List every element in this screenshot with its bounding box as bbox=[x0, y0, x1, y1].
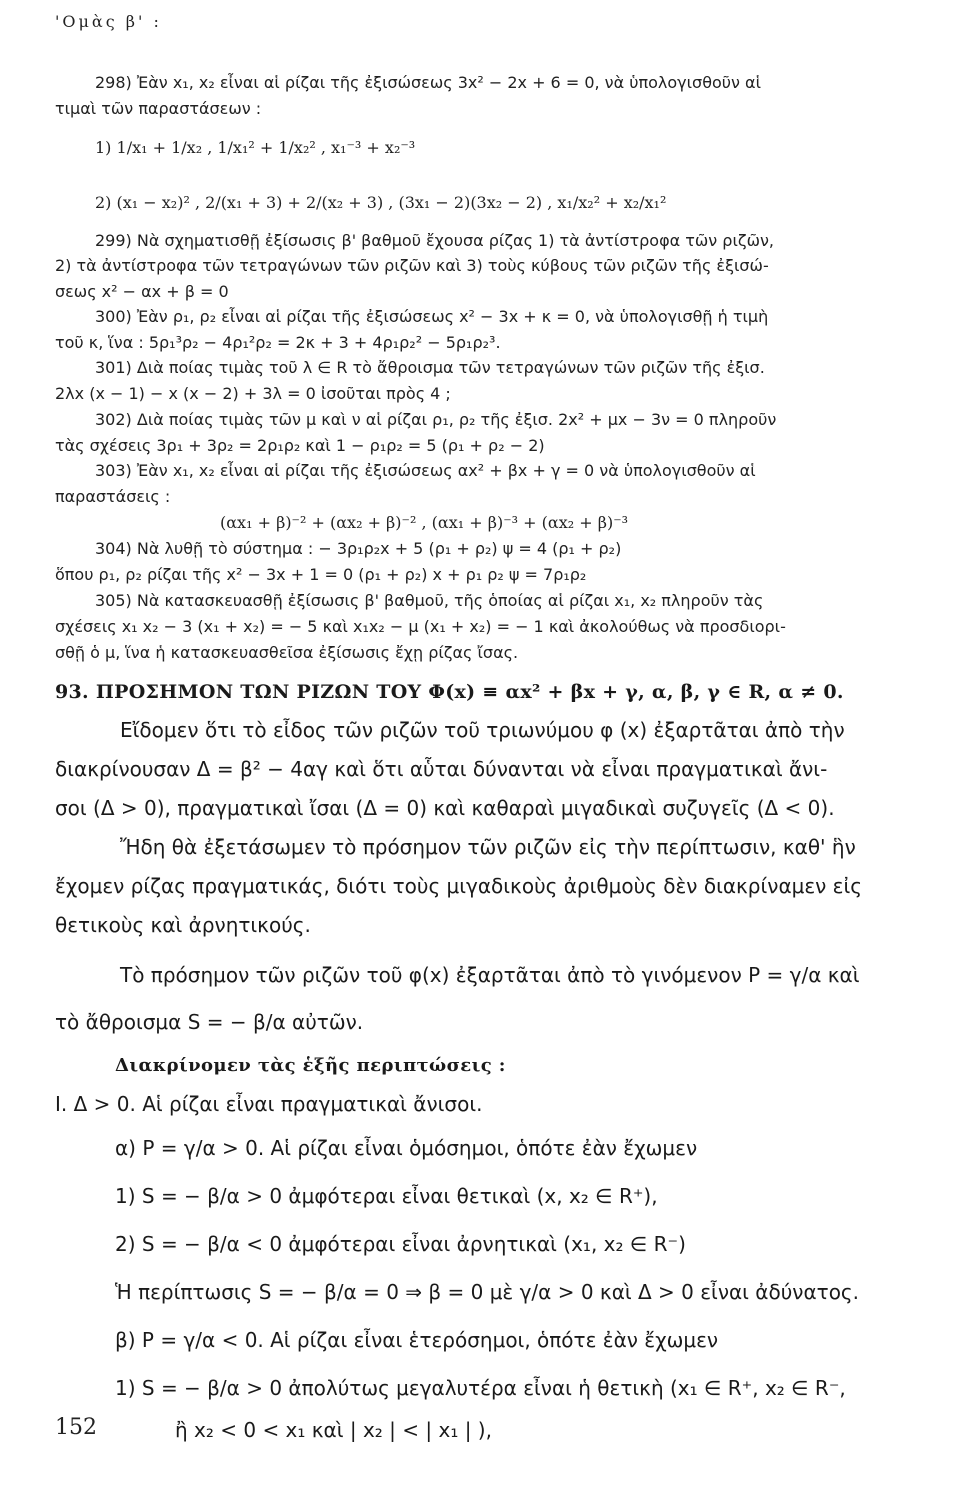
cases-subtitle: Διακρίνομεν τὰς ἑξῆς περιπτώσεις : bbox=[115, 1055, 506, 1076]
exercise-298-part-1: 1) 1/x₁ + 1/x₂ , 1/x₁² + 1/x₂² , x₁⁻³ + x₂⁻³ bbox=[95, 138, 416, 157]
case-1b-1: 1) S = − β/α > 0 ἀπολύτως μεγαλυτέρα εἶναι ἡ θετικὴ (x₁ ∈ R⁺, x₂ ∈ R⁻, bbox=[115, 1376, 846, 1400]
exercise-305-line-1: 305) Νὰ κατασκευασθῇ ἐξίσωσις β' βαθμοῦ, τῆς ὁποίας αἱ ρίζαι x₁, x₂ πληροῦν τὰς bbox=[95, 591, 764, 610]
group-title: 'Ομὰς β' : bbox=[55, 12, 162, 31]
paragraph-2-line-2: τὸ ἄθροισμα S = − β/α αὐτῶν. bbox=[55, 1010, 364, 1034]
case-1b-1-cont: ἢ x₂ < 0 < x₁ καὶ | x₂ | < | x₁ | ), bbox=[175, 1418, 492, 1442]
case-1a-note: Ἡ περίπτωσις S = − β/α = 0 ⇒ β = 0 μὲ γ/α > 0 καὶ Δ > 0 εἶναι ἀδύνατος. bbox=[115, 1280, 860, 1304]
paragraph-1-line-4: Ἤδη θὰ ἐξετάσωμεν τὸ πρόσημον τῶν ριζῶν εἰς τὴν περίπτωσιν, καθ' ἣν bbox=[120, 835, 856, 859]
exercise-303-line-1: 303) Ἐὰν x₁, x₂ εἶναι αἱ ρίζαι τῆς ἐξισώσεως αx² + βx + γ = 0 νὰ ὑπολογισθοῦν αἱ bbox=[95, 461, 756, 480]
exercise-299-line-2: 2) τὰ ἀντίστροφα τῶν τετραγώνων τῶν ριζῶν καὶ 3) τοὺς κύβους τῶν ριζῶν τῆς ἐξισώ- bbox=[55, 256, 769, 275]
case-1-title: I. Δ > 0. Αἱ ρίζαι εἶναι πραγματικαὶ ἄνισοι. bbox=[55, 1092, 483, 1116]
paragraph-2-line-1: Τὸ πρόσημον τῶν ριζῶν τοῦ φ(x) ἐξαρτᾶται ἀπὸ τὸ γινόμενον P = γ/α καὶ bbox=[120, 963, 860, 987]
paragraph-1-line-3: σοι (Δ > 0), πραγματικαὶ ἴσαι (Δ = 0) καὶ καθαραὶ μιγαδικαὶ συζυγεῖς (Δ < 0). bbox=[55, 796, 835, 820]
paragraph-1-line-2: διακρίνουσαν Δ = β² − 4αγ καὶ ὅτι αὗται δύνανται νὰ εἶναι πραγματικαὶ ἄνι- bbox=[55, 757, 828, 781]
exercise-300-line-1: 300) Ἐὰν ρ₁, ρ₂ εἶναι αἱ ρίζαι τῆς ἐξισώσεως x² − 3x + κ = 0, νὰ ὑπολογισθῇ ἡ τιμὴ bbox=[95, 307, 769, 326]
exercise-305-line-3: σθῇ ὁ μ, ἵνα ἡ κατασκευασθεῖσα ἐξίσωσις ἔχῃ ρίζας ἴσας. bbox=[55, 643, 519, 662]
exercise-301-line-2: 2λx (x − 1) − x (x − 2) + 3λ = 0 ἰσοῦται πρὸς 4 ; bbox=[55, 384, 451, 403]
exercise-302-line-2: τὰς σχέσεις 3ρ₁ + 3ρ₂ = 2ρ₁ρ₂ καὶ 1 − ρ₁ρ₂ = 5 (ρ₁ + ρ₂ − 2) bbox=[55, 436, 545, 455]
case-1a-2: 2) S = − β/α < 0 ἀμφότεραι εἶναι ἀρνητικαὶ (x₁, x₂ ∈ R⁻) bbox=[115, 1232, 686, 1256]
exercise-301-line-1: 301) Διὰ ποίας τιμὰς τοῦ λ ∈ R τὸ ἄθροισμα τῶν τετραγώνων τῶν ριζῶν τῆς ἐξισ. bbox=[95, 358, 765, 377]
exercise-298-line-2: τιμαὶ τῶν παραστάσεων : bbox=[55, 99, 262, 118]
exercise-304-line-2: ὅπου ρ₁, ρ₂ ρίζαι τῆς x² − 3x + 1 = 0 (ρ₁ + ρ₂) x + ρ₁ ρ₂ ψ = 7ρ₁ρ₂ bbox=[55, 565, 587, 584]
exercise-299-line-1: 299) Νὰ σχηματισθῇ ἐξίσωσις β' βαθμοῦ ἔχουσα ρίζας 1) τὰ ἀντίστροφα τῶν ριζῶν, bbox=[95, 231, 774, 250]
exercise-298-part-2: 2) (x₁ − x₂)² , 2/(x₁ + 3) + 2/(x₂ + 3) , (3x₁ − 2)(3x₂ − 2) , x₁/x₂² + x₂/x₁² bbox=[95, 193, 667, 212]
exercise-304-line-1: 304) Νὰ λυθῇ τὸ σύστημα : − 3ρ₁ρ₂x + 5 (ρ₁ + ρ₂) ψ = 4 (ρ₁ + ρ₂) bbox=[95, 539, 622, 558]
exercise-300-line-2: τοῦ κ, ἵνα : 5ρ₁³ρ₂ − 4ρ₁²ρ₂ = 2κ + 3 + 4ρ₁ρ₂² − 5ρ₁ρ₂³. bbox=[55, 333, 501, 352]
exercise-305-line-2: σχέσεις x₁ x₂ − 3 (x₁ + x₂) = − 5 καὶ x₁x₂ − μ (x₁ + x₂) = − 1 καὶ ἀκολούθως νὰ προσδιορι- bbox=[55, 617, 786, 636]
paragraph-1-line-1: Εἴδομεν ὅτι τὸ εἶδος τῶν ριζῶν τοῦ τριωνύμου φ (x) ἐξαρτᾶται ἀπὸ τὴν bbox=[120, 718, 845, 742]
exercise-298-line-1: 298) Ἐὰν x₁, x₂ εἶναι αἱ ρίζαι τῆς ἐξισώσεως 3x² − 2x + 6 = 0, νὰ ὑπολογισθοῦν αἱ bbox=[95, 73, 762, 92]
section-heading: 93. ΠΡΟΣΗΜΟΝ ΤΩΝ ΡΙΖΩΝ ΤΟΥ Φ(x) ≡ αx² + βx + γ, α, β, γ ∈ R, α ≠ 0. bbox=[55, 681, 844, 703]
case-1a-1: 1) S = − β/α > 0 ἀμφότεραι εἶναι θετικαὶ (x, x₂ ∈ R⁺), bbox=[115, 1184, 658, 1208]
exercise-299-line-3: σεως x² − αx + β = 0 bbox=[55, 282, 229, 301]
exercise-303-expressions: (αx₁ + β)⁻² + (αx₂ + β)⁻² , (αx₁ + β)⁻³ + (αx₂ + β)⁻³ bbox=[220, 513, 629, 532]
paragraph-1-line-6: θετικοὺς καὶ ἀρνητικούς. bbox=[55, 913, 311, 937]
page-number: 152 bbox=[55, 1415, 97, 1440]
paragraph-1-line-5: ἔχομεν ρίζας πραγματικάς, διότι τοὺς μιγαδικοὺς ἀριθμοὺς δὲν διακρίναμεν εἰς bbox=[55, 874, 863, 898]
exercise-303-line-2: παραστάσεις : bbox=[55, 487, 171, 506]
exercise-302-line-1: 302) Διὰ ποίας τιμὰς τῶν μ καὶ ν αἱ ρίζαι ρ₁, ρ₂ τῆς ἐξισ. 2x² + μx − 3ν = 0 πληροῦν bbox=[95, 410, 777, 429]
case-1b: β) P = γ/α < 0. Αἱ ρίζαι εἶναι ἑτερόσημοι, ὁπότε ἐὰν ἔχωμεν bbox=[115, 1328, 719, 1352]
case-1a: α) P = γ/α > 0. Αἱ ρίζαι εἶναι ὁμόσημοι, ὁπότε ἐὰν ἔχωμεν bbox=[115, 1136, 698, 1160]
